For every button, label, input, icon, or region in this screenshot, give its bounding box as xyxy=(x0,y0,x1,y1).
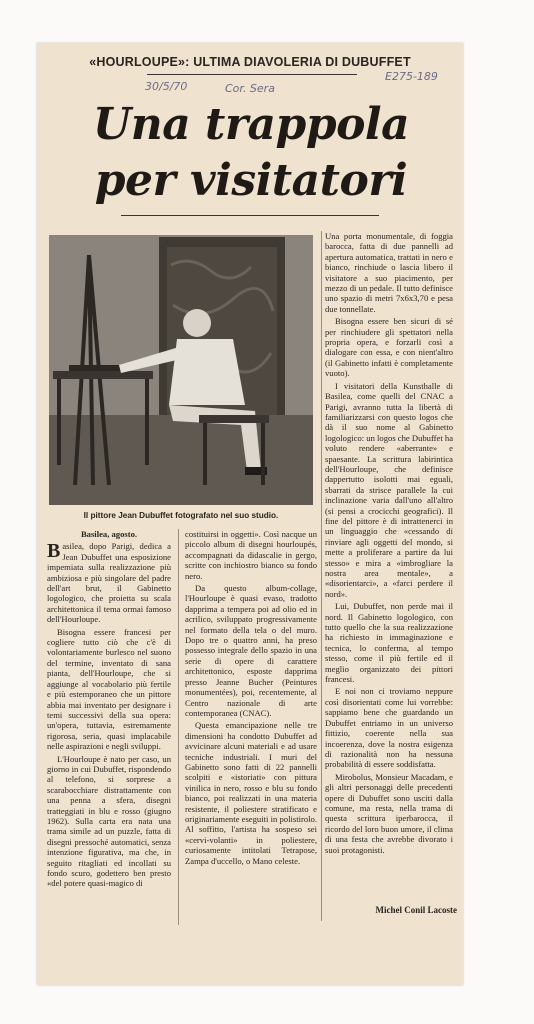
paragraph: Da questo album-collage, l'Hourloupe è quasi evaso, tradotto dapprima a tempera poi ad olio ed in acrilico, sviluppato progressivamente nel formato della tela o del muro. Dopo tre o quattro anni, ha preso possesso integrale dello spazio in una serie di opere di carattere architettonico, esposte dapprima presso Jeanne Bucher (Peintures monumentées), poi, recentemente, al Centro nazionale di arte contemporanea (CNAC). xyxy=(185,583,317,718)
article-column-3 xyxy=(325,231,453,857)
paragraph: Mirobolus, Monsieur Macadam, e gli altri personaggi delle precedenti opere di Dubuffet sono usciti dalla comune, ma resta, nella trama di questa scrittura iperbarocca, il ricordo del loro buon umore, il clima di una festa che avrebbe divorato i suoi protagonisti. xyxy=(325,771,453,855)
author-signature: Michel Conil Lacoste xyxy=(375,905,457,915)
headline-rule xyxy=(121,215,379,216)
artist-photo xyxy=(49,235,313,505)
paragraph: asilea, dopo Parigi, dedica a Jean Dubuffet una esposizione impemiata sulla realizzazione più ambiziosa e più singolare del padre dell'art brut, il Gabinetto logologico, che proietta su scala architettonica il tema ormai famoso dell'Hourloupe. xyxy=(47,541,171,625)
dateline: Basilea, agosto. xyxy=(80,529,138,539)
drop-cap: B xyxy=(47,540,61,563)
kicker-rule xyxy=(147,74,357,75)
paragraph: Lui, Dubuffet, non perde mai il nord. Il Gabinetto logologico, con tutto quello che la sua realizzazione ha richiesto in immaginazione e tecnica, lo conferma, al tempo stesso, come il più fertile ed il meglio organizzato dei pittori francesi. xyxy=(325,601,453,685)
newspaper-clipping xyxy=(37,43,463,985)
photo-caption: Il pittore Jean Dubuffet fotografato nel suo studio. xyxy=(83,511,279,520)
handwritten-code: E275-189 xyxy=(385,70,438,83)
column-divider xyxy=(178,529,179,925)
handwritten-date: 30/5/70 xyxy=(145,80,188,93)
column-divider xyxy=(321,231,322,921)
headline-line-1: Una trappola xyxy=(92,99,410,150)
kicker: «HOURLOUPE»: ULTIMA DIAVOLERIA DI DUBUFFET xyxy=(89,55,411,69)
headline-line-2: per visitatori xyxy=(94,155,408,206)
paragraph: costituirsi in oggetti». Così nacque un piccolo album di disegni hourloupés, accompagnati da didascalie in gergo, scritte con inchiostro bianco su fondo nero. xyxy=(185,529,317,581)
article-column-1 xyxy=(47,529,171,891)
paragraph: Bisogna essere francesi per cogliere tutto ciò che c'è di volontariamente burlesco nel suono del termine, inventato di sana pianta, dell'Hourloupe, che si aggiunge al vocabolario più fertile e più estemporaneo che un pittore abbia mai inventato per designare i temi successivi della sua opera: un'opera, tuttavia, estremamente rigorosa, seria, quasi implacabile nelle aspirazioni e negli sviluppi. xyxy=(47,626,171,752)
handwritten-source: Cor. Sera xyxy=(225,82,275,95)
paragraph: E noi non ci troviamo neppure così disorientati come lui vorrebbe: sappiamo bene che guardando un Dubuffet entriamo in un universo fittizio, coerente nella sua incoerenza, dove la nostra esigenza di razionalità non ha nessuna probabilità di essere soddisfatta. xyxy=(325,686,453,770)
paragraph: Bisogna essere ben sicuri di sé per rinchiudere gli spettatori nella propria opera, e forzarli così a dialogare con essa, e con nient'altro (il Gabinetto infatti è completamente vuoto). xyxy=(325,316,453,379)
paragraph: L'Hourloupe è nato per caso, un giorno in cui Dubuffet, rispondendo al telefono, si sorprese a scarabocchiare distrattamente con una penna a sfera, disegni tratteggiati in blu e rosso (giugno 1962). Sulla carta era nata una trama simile ad un puzzle, fatta di disegni pressoché automatici, senza intenzione figurativa, ma che, in seguito ritagliati ed incollati su fondo scuro, godettero ben presto «del potere quasi-magico di xyxy=(47,753,171,889)
paragraph: Una porta monumentale, di foggia barocca, fatta di due pannelli ad apertura automatica, trattati in nero e bianco, rinchiude o lascia libero il visitatore a suo piacimento, per mezzo di un pedale. Il tutto definisce uno spazio di metri 7x6x3,70 e pesa due tonnellate. xyxy=(325,231,453,314)
paragraph: I visitatori della Kunsthalle di Basilea, come quelli del CNAC a Parigi, avranno tutta la libertà di familiarizzarsi con questo logos che dà il suo nome al Gabinetto logologico: un logos che Dubuffet ha voluto rendere «aberrante» e spaesante. La scrittura labirintica dell'Hourloupe, che definisce dappertutto isolotti mai eguali, sbarrati da strisce parallele la cui inclinazione varia dall'uno all'altro (si pensi a crocicchi geografici). Il fine del pittore è di intrattenerci in un linguaggio che «cessando di rinviare agli oggetti del mondo, si mette a proliferare a partire da lui stesso» e mira a «imbrogliare la nostra area mentale», a «disorientarci», a «farci perdere il nord». xyxy=(325,380,454,599)
paragraph: Questa emancipazione nelle tre dimensioni ha condotto Dubuffet ad avvicinare alcuni materiali e ad usare tecniche industriali. I muri del Gabinetto sono fatti di 22 pannelli scolpiti e «istoriati» con pittura vinilica in nero, rosso e blu su fondo bianco, poi realizzati in una materia resistente, il poliestere stratificato e originariamente eseguiti in polistirolo. Al soffitto, l'artista ha sospeso sei «cervi-volanti» in poliestere, curiosamente intitolati Tetrapose, Zampa d'uccello, o Mano celeste. xyxy=(185,720,317,866)
article-column-2 xyxy=(185,529,317,868)
